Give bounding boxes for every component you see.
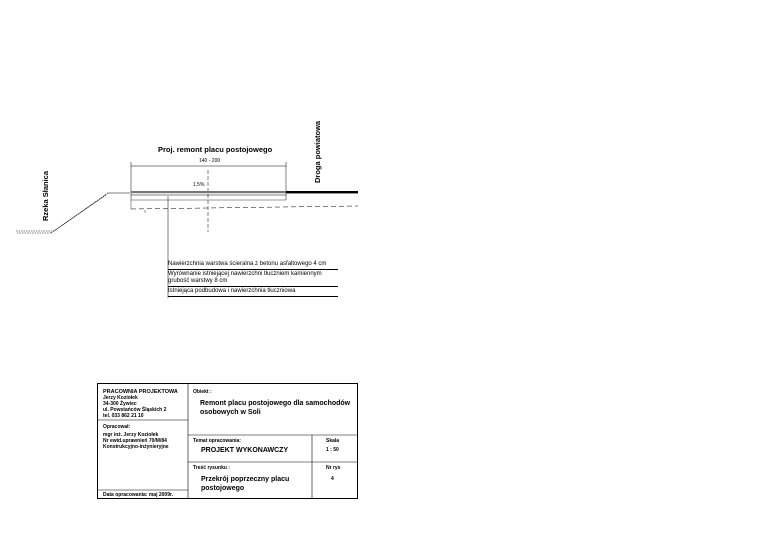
title-block (97, 383, 358, 499)
layer-legend (168, 261, 338, 298)
date-label: Data opracowania: maj 2009r. (103, 492, 174, 498)
river-label: Rzeka Słanica (41, 170, 50, 221)
drawing-title: Proj. remont placu postojowego (158, 145, 273, 154)
pavement-layers (131, 191, 358, 213)
drawing-number-label: Nr rys (326, 465, 341, 471)
scale-value: 1 : 50 (326, 447, 339, 453)
legend-item: Istniejąca podbudowa i nawierzchnia tłuczniowa (168, 288, 338, 297)
office-block (103, 389, 178, 419)
drawing-content-label: Treść rysunku : (193, 465, 230, 471)
topic-label: Temat opracowania: (193, 438, 241, 444)
office-name: PRACOWNIA PROJEKTOWA (103, 389, 178, 395)
office-line: Jerzy Koziołek (103, 395, 138, 401)
prepared-label: Opracował: (103, 424, 131, 430)
prepared-block (103, 424, 169, 450)
office-line: tel. 033 862 21 10 (103, 413, 144, 419)
office-line: 34-300 Żywiec (103, 401, 137, 407)
topic-value: PROJEKT WYKONAWCZY (201, 447, 289, 454)
drawing-number-value: 4 (331, 476, 334, 482)
road-label: Droga powiatowa (313, 120, 322, 183)
prepared-line: mgr inż. Jerzy Koziołek (103, 432, 159, 438)
prepared-line: Nr ewid.uprawnień 70/M/84 (103, 438, 167, 444)
slope-label: 1.5% (193, 182, 205, 188)
legend-item: Nawierzchnia warstwa ścieralna z betonu asfaltowego 4 cm (168, 261, 338, 270)
office-line: ul. Powstańców Śląskich 2 (103, 407, 167, 413)
object-value: Remont placu postojowego dla samochodów osobowych w Soli (200, 400, 351, 416)
dimension-line (131, 162, 286, 232)
dimension-label: 140 - 200 (199, 158, 221, 164)
embankment (16, 193, 130, 233)
object-label: Obiekt : (193, 389, 212, 395)
prepared-line: Konstrukcyjno-inżynieryjne (103, 444, 169, 450)
drawing-content-value: Przekrój poprzeczny placu postojowego (201, 476, 290, 492)
scale-label: Skala (326, 438, 340, 444)
legend-item: Wyrównanie istniejącej nawierzchni tłuczniem kamiennym grubość warstwy 8 cm (168, 271, 338, 287)
